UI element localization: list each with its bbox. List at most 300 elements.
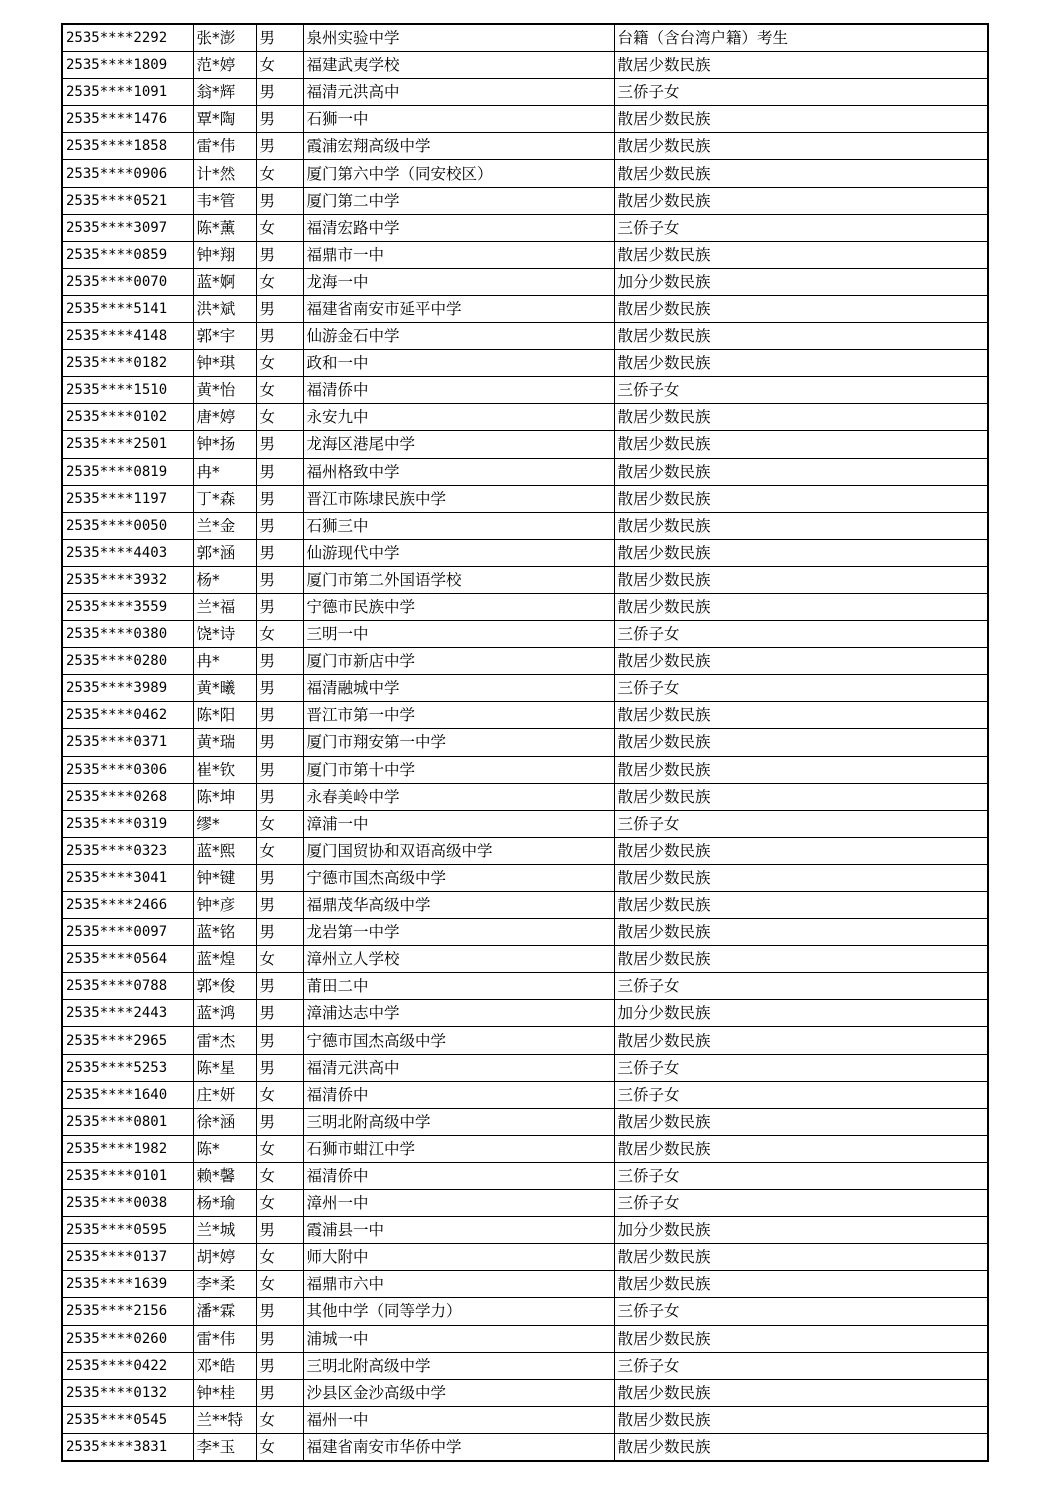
table-row [62,214,988,241]
table-row [62,1379,988,1406]
gender-cell: 女 [256,1406,303,1433]
school-cell: 福鼎茂华高级中学 [303,892,614,919]
gender-cell: 女 [256,268,303,295]
candidate-table [61,23,989,1462]
school-cell: 福州格致中学 [303,458,614,485]
exam-number-cell: 2535****3559 [62,593,193,620]
table-row [62,973,988,1000]
category-cell: 散居少数民族 [614,458,988,485]
gender-cell: 女 [256,1162,303,1189]
exam-number-cell: 2535****0595 [62,1217,193,1244]
table-row [62,241,988,268]
name-cell: 雷*伟 [193,133,256,160]
category-cell: 散居少数民族 [614,593,988,620]
school-cell: 龙海一中 [303,268,614,295]
exam-number-cell: 2535****4148 [62,323,193,350]
category-cell: 散居少数民族 [614,539,988,566]
school-cell: 宁德市国杰高级中学 [303,1027,614,1054]
gender-cell: 男 [256,1379,303,1406]
table-row [62,1135,988,1162]
gender-cell: 女 [256,52,303,79]
school-cell: 宁德市民族中学 [303,593,614,620]
table-row [62,539,988,566]
name-cell: 蓝*熙 [193,837,256,864]
exam-number-cell: 2535****5253 [62,1054,193,1081]
name-cell: 丁*森 [193,485,256,512]
category-cell: 散居少数民族 [614,837,988,864]
school-cell: 三明一中 [303,621,614,648]
exam-number-cell: 2535****0070 [62,268,193,295]
exam-number-cell: 2535****0050 [62,512,193,539]
school-cell: 永安九中 [303,404,614,431]
table-row [62,783,988,810]
name-cell: 雷*伟 [193,1325,256,1352]
school-cell: 仙游现代中学 [303,539,614,566]
gender-cell: 男 [256,1217,303,1244]
table-row [62,1298,988,1325]
name-cell: 雷*杰 [193,1027,256,1054]
name-cell: 兰*福 [193,593,256,620]
exam-number-cell: 2535****0819 [62,458,193,485]
name-cell: 翁*辉 [193,79,256,106]
exam-number-cell: 2535****0422 [62,1352,193,1379]
table-row [62,350,988,377]
table-row [62,702,988,729]
gender-cell: 男 [256,783,303,810]
exam-number-cell: 2535****0268 [62,783,193,810]
exam-number-cell: 2535****0137 [62,1244,193,1271]
gender-cell: 男 [256,892,303,919]
school-cell: 厦门国贸协和双语高级中学 [303,837,614,864]
name-cell: 蓝*铭 [193,919,256,946]
gender-cell: 男 [256,1108,303,1135]
school-cell: 福清侨中 [303,1081,614,1108]
exam-number-cell: 2535****5141 [62,295,193,322]
table-row [62,1108,988,1135]
gender-cell: 男 [256,566,303,593]
table-row [62,946,988,973]
gender-cell: 男 [256,1298,303,1325]
name-cell: 郭*俊 [193,973,256,1000]
exam-number-cell: 2535****0306 [62,756,193,783]
exam-number-cell: 2535****0323 [62,837,193,864]
school-cell: 厦门市翔安第一中学 [303,729,614,756]
category-cell: 散居少数民族 [614,106,988,133]
category-cell: 散居少数民族 [614,1108,988,1135]
exam-number-cell: 2535****0801 [62,1108,193,1135]
school-cell: 霞浦县一中 [303,1217,614,1244]
name-cell: 蓝*煌 [193,946,256,973]
exam-number-cell: 2535****3097 [62,214,193,241]
gender-cell: 男 [256,187,303,214]
name-cell: 黄*瑞 [193,729,256,756]
school-cell: 莆田二中 [303,973,614,1000]
name-cell: 缪* [193,810,256,837]
school-cell: 师大附中 [303,1244,614,1271]
gender-cell: 女 [256,404,303,431]
name-cell: 陈*薰 [193,214,256,241]
school-cell: 晋江市陈埭民族中学 [303,485,614,512]
exam-number-cell: 2535****0462 [62,702,193,729]
category-cell: 散居少数民族 [614,729,988,756]
name-cell: 陈*坤 [193,783,256,810]
table-row [62,593,988,620]
table-row [62,837,988,864]
school-cell: 龙岩第一中学 [303,919,614,946]
school-cell: 龙海区港尾中学 [303,431,614,458]
exam-number-cell: 2535****0521 [62,187,193,214]
gender-cell: 男 [256,702,303,729]
name-cell: 赖*馨 [193,1162,256,1189]
exam-number-cell: 2535****1091 [62,79,193,106]
exam-number-cell: 2535****0380 [62,621,193,648]
name-cell: 洪*斌 [193,295,256,322]
exam-number-cell: 2535****2443 [62,1000,193,1027]
name-cell: 蓝*婀 [193,268,256,295]
exam-number-cell: 2535****0906 [62,160,193,187]
school-cell: 福清侨中 [303,377,614,404]
category-cell: 散居少数民族 [614,241,988,268]
exam-number-cell: 2535****1640 [62,1081,193,1108]
category-cell: 三侨子女 [614,1162,988,1189]
name-cell: 韦*管 [193,187,256,214]
category-cell: 散居少数民族 [614,485,988,512]
exam-number-cell: 2535****2965 [62,1027,193,1054]
table-row [62,1352,988,1379]
school-cell: 厦门市新店中学 [303,648,614,675]
gender-cell: 男 [256,458,303,485]
name-cell: 唐*婷 [193,404,256,431]
name-cell: 钟*扬 [193,431,256,458]
name-cell: 陈* [193,1135,256,1162]
exam-number-cell: 2535****4403 [62,539,193,566]
table-row [62,404,988,431]
name-cell: 钟*翔 [193,241,256,268]
gender-cell: 女 [256,1190,303,1217]
gender-cell: 男 [256,756,303,783]
exam-number-cell: 2535****0102 [62,404,193,431]
category-cell: 三侨子女 [614,1054,988,1081]
category-cell: 三侨子女 [614,810,988,837]
gender-cell: 女 [256,350,303,377]
school-cell: 其他中学（同等学力） [303,1298,614,1325]
exam-number-cell: 2535****1197 [62,485,193,512]
exam-number-cell: 2535****3041 [62,864,193,891]
school-cell: 漳浦一中 [303,810,614,837]
category-cell: 三侨子女 [614,377,988,404]
category-cell: 散居少数民族 [614,892,988,919]
gender-cell: 男 [256,323,303,350]
school-cell: 漳州立人学校 [303,946,614,973]
school-cell: 福鼎市一中 [303,241,614,268]
gender-cell: 女 [256,837,303,864]
table-row [62,648,988,675]
category-cell: 三侨子女 [614,675,988,702]
exam-number-cell: 2535****1510 [62,377,193,404]
school-cell: 仙游金石中学 [303,323,614,350]
category-cell: 散居少数民族 [614,1379,988,1406]
school-cell: 石狮市蚶江中学 [303,1135,614,1162]
exam-number-cell: 2535****0545 [62,1406,193,1433]
gender-cell: 男 [256,1352,303,1379]
school-cell: 漳浦达志中学 [303,1000,614,1027]
gender-cell: 女 [256,377,303,404]
gender-cell: 男 [256,973,303,1000]
exam-number-cell: 2535****0788 [62,973,193,1000]
category-cell: 散居少数民族 [614,783,988,810]
school-cell: 厦门第六中学（同安校区） [303,160,614,187]
name-cell: 钟*彦 [193,892,256,919]
gender-cell: 男 [256,485,303,512]
table-row [62,24,988,52]
gender-cell: 男 [256,295,303,322]
gender-cell: 女 [256,946,303,973]
table-row [62,729,988,756]
table-row [62,187,988,214]
name-cell: 崔*钦 [193,756,256,783]
category-cell: 三侨子女 [614,1190,988,1217]
name-cell: 陈*阳 [193,702,256,729]
table-row [62,106,988,133]
category-cell: 散居少数民族 [614,756,988,783]
exam-number-cell: 2535****0564 [62,946,193,973]
school-cell: 石狮一中 [303,106,614,133]
gender-cell: 男 [256,106,303,133]
category-cell: 散居少数民族 [614,187,988,214]
name-cell: 陈*星 [193,1054,256,1081]
school-cell: 福清侨中 [303,1162,614,1189]
candidate-table-body [62,24,988,1461]
table-row [62,323,988,350]
exam-number-cell: 2535****3989 [62,675,193,702]
school-cell: 福州一中 [303,1406,614,1433]
gender-cell: 男 [256,79,303,106]
table-row [62,458,988,485]
category-cell: 散居少数民族 [614,1325,988,1352]
exam-number-cell: 2535****0101 [62,1162,193,1189]
name-cell: 杨* [193,566,256,593]
category-cell: 加分少数民族 [614,1217,988,1244]
table-row [62,295,988,322]
category-cell: 散居少数民族 [614,323,988,350]
gender-cell: 男 [256,1325,303,1352]
category-cell: 散居少数民族 [614,1135,988,1162]
name-cell: 李*玉 [193,1433,256,1461]
name-cell: 覃*陶 [193,106,256,133]
exam-number-cell: 2535****0182 [62,350,193,377]
gender-cell: 女 [256,1433,303,1461]
table-row [62,756,988,783]
category-cell: 散居少数民族 [614,919,988,946]
name-cell: 黄*怡 [193,377,256,404]
exam-number-cell: 2535****2466 [62,892,193,919]
school-cell: 晋江市第一中学 [303,702,614,729]
category-cell: 散居少数民族 [614,566,988,593]
name-cell: 蓝*鸿 [193,1000,256,1027]
name-cell: 兰*金 [193,512,256,539]
gender-cell: 男 [256,1054,303,1081]
school-cell: 霞浦宏翔高级中学 [303,133,614,160]
category-cell: 三侨子女 [614,1298,988,1325]
name-cell: 潘*霖 [193,1298,256,1325]
category-cell: 三侨子女 [614,621,988,648]
category-cell: 散居少数民族 [614,133,988,160]
name-cell: 张*澎 [193,24,256,52]
school-cell: 福清融城中学 [303,675,614,702]
gender-cell: 男 [256,539,303,566]
school-cell: 浦城一中 [303,1325,614,1352]
gender-cell: 男 [256,864,303,891]
exam-number-cell: 2535****2501 [62,431,193,458]
category-cell: 加分少数民族 [614,268,988,295]
gender-cell: 男 [256,1000,303,1027]
table-row [62,1217,988,1244]
category-cell: 散居少数民族 [614,1406,988,1433]
exam-number-cell: 2535****0260 [62,1325,193,1352]
school-cell: 福清元洪高中 [303,79,614,106]
school-cell: 沙县区金沙高级中学 [303,1379,614,1406]
school-cell: 泉州实验中学 [303,24,614,52]
exam-number-cell: 2535****1858 [62,133,193,160]
name-cell: 郭*涵 [193,539,256,566]
exam-number-cell: 2535****1982 [62,1135,193,1162]
name-cell: 钟*琪 [193,350,256,377]
table-row [62,1433,988,1461]
gender-cell: 男 [256,133,303,160]
category-cell: 散居少数民族 [614,160,988,187]
table-row [62,1027,988,1054]
school-cell: 永春美岭中学 [303,783,614,810]
table-row [62,864,988,891]
table-row [62,431,988,458]
gender-cell: 女 [256,214,303,241]
school-cell: 福鼎市六中 [303,1271,614,1298]
table-row [62,892,988,919]
table-row [62,512,988,539]
school-cell: 福建武夷学校 [303,52,614,79]
name-cell: 徐*涵 [193,1108,256,1135]
school-cell: 厦门市第十中学 [303,756,614,783]
exam-number-cell: 2535****0859 [62,241,193,268]
exam-number-cell: 2535****1476 [62,106,193,133]
table-row [62,1190,988,1217]
table-row [62,1081,988,1108]
table-row [62,1406,988,1433]
gender-cell: 男 [256,648,303,675]
school-cell: 福清元洪高中 [303,1054,614,1081]
name-cell: 兰*城 [193,1217,256,1244]
gender-cell: 男 [256,24,303,52]
exam-number-cell: 2535****0280 [62,648,193,675]
gender-cell: 女 [256,621,303,648]
school-cell: 厦门第二中学 [303,187,614,214]
name-cell: 饶*诗 [193,621,256,648]
table-row [62,1271,988,1298]
exam-number-cell: 2535****0319 [62,810,193,837]
category-cell: 三侨子女 [614,973,988,1000]
school-cell: 三明北附高级中学 [303,1352,614,1379]
gender-cell: 男 [256,1027,303,1054]
gender-cell: 男 [256,512,303,539]
exam-number-cell: 2535****0097 [62,919,193,946]
school-cell: 厦门市第二外国语学校 [303,566,614,593]
exam-number-cell: 2535****1809 [62,52,193,79]
category-cell: 散居少数民族 [614,431,988,458]
exam-number-cell: 2535****0132 [62,1379,193,1406]
category-cell: 三侨子女 [614,79,988,106]
exam-number-cell: 2535****0038 [62,1190,193,1217]
category-cell: 台籍（含台湾户籍）考生 [614,24,988,52]
category-cell: 散居少数民族 [614,52,988,79]
category-cell: 散居少数民族 [614,946,988,973]
table-row [62,160,988,187]
table-row [62,377,988,404]
school-cell: 福清宏路中学 [303,214,614,241]
gender-cell: 男 [256,729,303,756]
name-cell: 黄*曦 [193,675,256,702]
name-cell: 兰**特 [193,1406,256,1433]
table-row [62,566,988,593]
gender-cell: 女 [256,160,303,187]
name-cell: 冉* [193,648,256,675]
table-row [62,621,988,648]
gender-cell: 男 [256,241,303,268]
exam-number-cell: 2535****3932 [62,566,193,593]
name-cell: 庄*妍 [193,1081,256,1108]
category-cell: 加分少数民族 [614,1000,988,1027]
gender-cell: 男 [256,919,303,946]
table-row [62,1162,988,1189]
category-cell: 散居少数民族 [614,1027,988,1054]
school-cell: 石狮三中 [303,512,614,539]
school-cell: 政和一中 [303,350,614,377]
exam-number-cell: 2535****2156 [62,1298,193,1325]
table-row [62,79,988,106]
gender-cell: 男 [256,431,303,458]
school-cell: 宁德市国杰高级中学 [303,864,614,891]
exam-number-cell: 2535****2292 [62,24,193,52]
gender-cell: 男 [256,593,303,620]
gender-cell: 男 [256,675,303,702]
school-cell: 福建省南安市华侨中学 [303,1433,614,1461]
table-row [62,1000,988,1027]
gender-cell: 女 [256,810,303,837]
category-cell: 散居少数民族 [614,702,988,729]
table-row [62,1325,988,1352]
category-cell: 散居少数民族 [614,512,988,539]
name-cell: 胡*婷 [193,1244,256,1271]
category-cell: 散居少数民族 [614,404,988,431]
table-row [62,133,988,160]
name-cell: 冉* [193,458,256,485]
table-row [62,675,988,702]
table-row [62,919,988,946]
category-cell: 散居少数民族 [614,295,988,322]
gender-cell: 女 [256,1244,303,1271]
category-cell: 散居少数民族 [614,350,988,377]
table-row [62,1244,988,1271]
category-cell: 散居少数民族 [614,648,988,675]
school-cell: 漳州一中 [303,1190,614,1217]
name-cell: 郭*宇 [193,323,256,350]
table-row [62,485,988,512]
category-cell: 散居少数民族 [614,1244,988,1271]
category-cell: 散居少数民族 [614,1433,988,1461]
category-cell: 三侨子女 [614,1352,988,1379]
category-cell: 散居少数民族 [614,1271,988,1298]
name-cell: 邓*皓 [193,1352,256,1379]
category-cell: 三侨子女 [614,1081,988,1108]
